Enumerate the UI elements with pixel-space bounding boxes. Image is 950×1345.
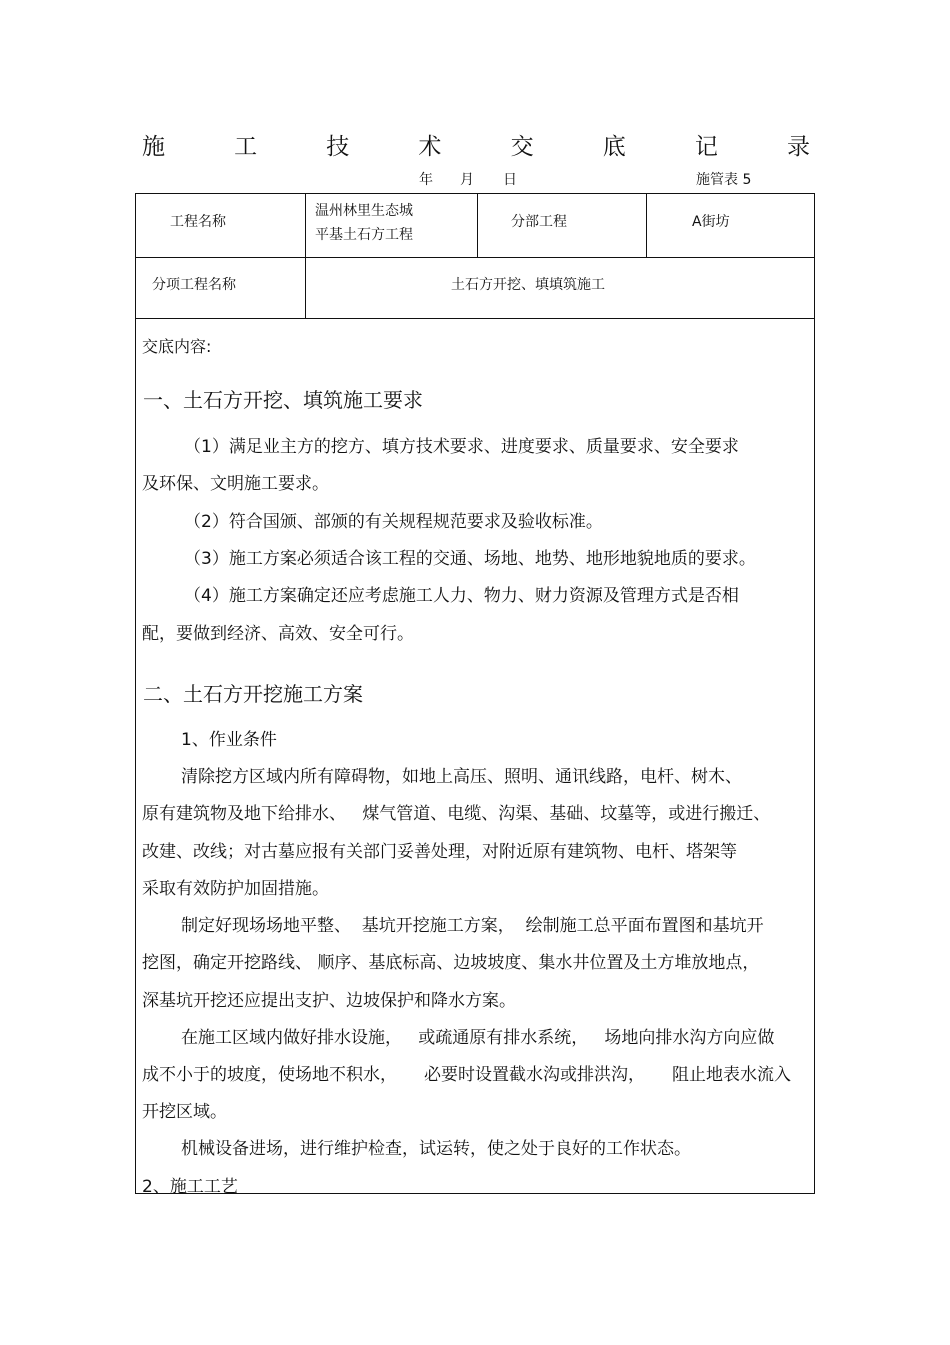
- section2-heading: 二、土石方开挖施工方案: [143, 682, 363, 706]
- paragraph-line: 在施工区域内做好排水设施， 或疏通原有排水系统， 场地向排水沟方向应做: [181, 1028, 775, 1048]
- item-name-label: 分项工程名称: [152, 277, 236, 293]
- paragraph-line: 及环保、文明施工要求。: [142, 474, 329, 494]
- section1-heading: 一、土石方开挖、填筑施工要求: [143, 388, 423, 412]
- title-char: 底: [602, 134, 626, 160]
- paragraph-line: 开挖区域。: [142, 1102, 227, 1122]
- table-row-divider: [136, 318, 814, 319]
- title-char: 录: [786, 134, 810, 160]
- date-year: 年: [419, 172, 433, 188]
- paragraph-line: （2）符合国颁、部颁的有关规程规范要求及验收标准。: [184, 512, 603, 532]
- project-name-value-line2: 平基土石方工程: [315, 227, 413, 243]
- date-day: 日: [503, 172, 517, 188]
- title-char: 工: [234, 134, 258, 160]
- date-month: 月: [460, 172, 474, 188]
- table-row-divider: [136, 257, 814, 258]
- document-title: [142, 128, 810, 161]
- paragraph-line: 改建、改线；对古墓应报有关部门妥善处理，对附近原有建筑物、电杆、塔架等: [142, 842, 737, 862]
- project-name-value-line1: 温州林里生态城: [315, 203, 413, 219]
- paragraph-line: （4）施工方案确定还应考虑施工人力、物力、财力资源及管理方式是否相: [184, 586, 739, 606]
- project-name-label: 工程名称: [170, 214, 226, 230]
- paragraph-line: 原有建筑物及地下给排水、 煤气管道、电缆、沟渠、基础、坟墓等，或进行搬迁、: [142, 804, 771, 824]
- table-col-divider: [477, 194, 478, 257]
- paragraph-line: （1）满足业主方的挖方、填方技术要求、进度要求、质量要求、安全要求: [184, 437, 739, 457]
- paragraph-line: 深基坑开挖还应提出支护、边坡保护和降水方案。: [142, 991, 516, 1011]
- paragraph-line: 成不小于的坡度，使场地不积水， 必要时设置截水沟或排洪沟， 阻止地表水流入: [142, 1065, 792, 1085]
- paragraph-line: 采取有效防护加固措施。: [142, 879, 329, 899]
- title-char: 术: [418, 134, 442, 160]
- table-col-divider: [305, 194, 306, 318]
- subsection-heading: 1、作业条件: [181, 730, 277, 750]
- sub-project-value: A街坊: [692, 214, 730, 230]
- content-label: 交底内容:: [142, 337, 212, 356]
- paragraph-line: 配，要做到经济、高效、安全可行。: [142, 624, 414, 644]
- paragraph-line: 机械设备进场，进行维护检查，试运转，使之处于良好的工作状态。: [181, 1139, 691, 1159]
- title-char: 施: [142, 134, 165, 160]
- title-char: 交: [510, 134, 534, 160]
- item-name-value: 土石方开挖、填填筑施工: [451, 277, 605, 293]
- sub-project-label: 分部工程: [511, 214, 567, 230]
- paragraph-line: 挖图，确定开挖路线、 顺序、基底标高、边坡坡度、集水井位置及土方堆放地点，: [142, 953, 760, 973]
- form-number: 施管表 5: [696, 172, 752, 188]
- paragraph-line: 清除挖方区域内所有障碍物，如地上高压、照明、通讯线路，电杆、树木、: [181, 767, 742, 787]
- title-char: 技: [326, 134, 350, 160]
- paragraph-line: 制定好现场场地平整、 基坑开挖施工方案， 绘制施工总平面布置图和基坑开: [181, 916, 764, 936]
- paragraph-line: （3）施工方案必须适合该工程的交通、场地、地势、地形地貌地质的要求。: [184, 549, 756, 569]
- table-col-divider: [646, 194, 647, 257]
- subsection-heading: 2、施工工艺: [142, 1177, 238, 1197]
- title-char: 记: [694, 134, 718, 160]
